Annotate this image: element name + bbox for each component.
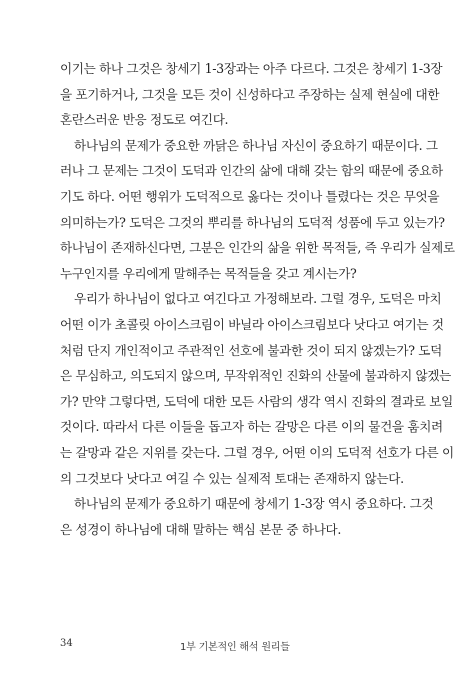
text-line: 은 무심하고, 의도되지 않으며, 무작위적인 진화의 산물에 불과하지 않겠는 [60, 368, 451, 384]
text-line: 의미하는가? 도덕은 그것의 뿌리를 하나님의 도덕적 성품에 두고 있는가? [60, 214, 445, 230]
paragraph-1 [60, 56, 443, 133]
body-text [60, 56, 455, 542]
text-line: 기도 하다. 어떤 행위가 도덕적으로 옳다는 것이나 틀렸다는 것은 무엇을 [60, 188, 440, 204]
paragraph-3 [60, 286, 454, 491]
text-line: 의 그것보다 낫다고 여길 수 있는 실제적 토대는 존재하지 않는다. [60, 470, 404, 486]
text-line: 것이다. 따라서 다른 이들을 돕고자 하는 갈망은 다른 이의 물건을 훔치려 [60, 419, 443, 435]
page-number: 34 [60, 638, 73, 649]
text-line: 하나님이 존재하신다면, 그분은 인간의 삶을 위한 목적들, 즉 우리가 실제로 [60, 240, 455, 256]
text-line: 어떤 이가 초콜릿 아이스크림이 바닐라 아이스크림보다 낫다고 여기는 것 [60, 316, 444, 332]
text-line: 누구인지를 우리에게 말해주는 목적들을 갖고 계시는가? [60, 265, 357, 281]
paragraph-2 [60, 133, 455, 287]
text-line: 러나 그 문제는 그것이 도덕과 인간의 삶에 대해 갖는 함의 때문에 중요하 [60, 163, 443, 179]
running-head: 1부 기본적인 해석 원리들 [180, 642, 290, 653]
text-line: 처럼 단지 개인적이고 주관적인 선호에 불과한 것이 되지 않겠는가? 도덕 [60, 342, 442, 358]
text-line: 가? 만약 그렇다면, 도덕에 대한 모든 사람의 생각 역시 진화의 결과로 보일 [60, 393, 453, 409]
paragraph-4 [60, 491, 434, 542]
text-line: 하나님의 문제가 중요한 까닭은 하나님 자신이 중요하기 때문이다. 그 [74, 137, 438, 153]
text-line: 을 포기하거나, 그것을 모든 것이 신성하다고 주장하는 실제 현실에 대한 [60, 86, 440, 102]
text-line: 은 성경이 하나님에 대해 말하는 핵심 본문 중 하나다. [60, 521, 342, 537]
text-line: 우리가 하나님이 없다고 여긴다고 가정해보라. 그럴 경우, 도덕은 마치 [74, 291, 442, 307]
page-footer [60, 638, 416, 654]
text-line: 이기는 하나 그것은 창세기 1-3장과는 아주 다르다. 그것은 창세기 1-3장 [60, 61, 443, 76]
text-line: 하나님의 문제가 중요하기 때문에 창세기 1-3장 역시 중요하다. 그것 [74, 496, 434, 512]
text-line: 혼란스러운 반응 정도로 여긴다. [60, 112, 229, 128]
text-line: 는 갈망과 같은 지위를 갖는다. 그럴 경우, 어떤 이의 도덕적 선호가 다른 이 [60, 444, 454, 460]
